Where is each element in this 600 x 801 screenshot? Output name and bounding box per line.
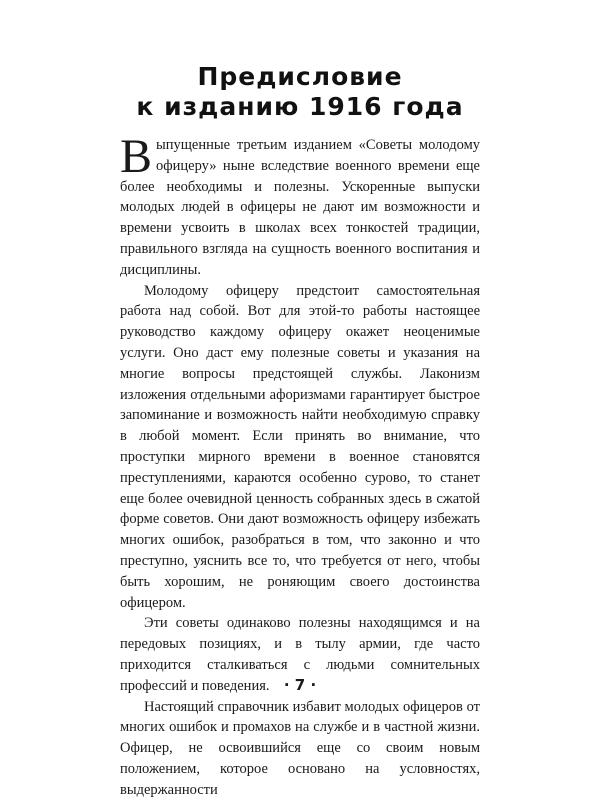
paragraph-2: Молодому офицеру предстоит самостоятельная работа над собой. Вот для этой-то работы настоящее руководство каждому офицеру окажет неоценимые услуги. Оно даст ему полезные советы и указания на многие вопросы предстоящей службы. Лаконизм изложения отдельными афоризмами гарантирует быстрое запоминание и возможность найти необходимую справку в любой момент. Если принять во внимание, что проступки мирного времени в военное становятся преступлениями, караются особенно сурово, то станет еще более очевидной ценность собранных здесь в сжатой форме советов. Они дают возможность офицеру избежать многих ошибок, разобраться в том, что законно и что преступно, уяснить все то, что требуется от него, чтобы быть хорошим, не роняющим своего достоинства офицером.: [120, 282, 480, 611]
paragraph-1: [120, 130, 480, 281]
paragraph-1-text: ыпущенные третьим изданием «Советы молодому офицеру» ныне вследствие военного времени еще более необходимы и полезны. Ускоренные выпуски молодых людей в офицеры не дают им возможности и времени усвоить в школах всех тонкостей традиции, правильного взгляда на сущность военного воспитания и дисциплины.: [120, 137, 480, 278]
body-text: [120, 130, 480, 801]
paragraph-4: Настоящий справочник избавит молодых офицеров от многих ошибок и промахов на службе и в частной жизни. Офицер, не освоившийся еще со своим новым положением, которое основано на условностях, выдержанности: [120, 698, 480, 798]
page-number: · 7 ·: [283, 676, 317, 694]
page-title-line-2: к изданию 1916 года: [136, 92, 464, 121]
drop-cap: В: [120, 130, 153, 183]
paragraph-3: Эти советы одинаково полезны находящимся и на передовых позициях, и в тылу армии, где часто приходится сталкиваться с людьми сомнительных профессий и поведения.: [120, 615, 480, 694]
page-title-line-1: Предисловие: [197, 62, 403, 91]
